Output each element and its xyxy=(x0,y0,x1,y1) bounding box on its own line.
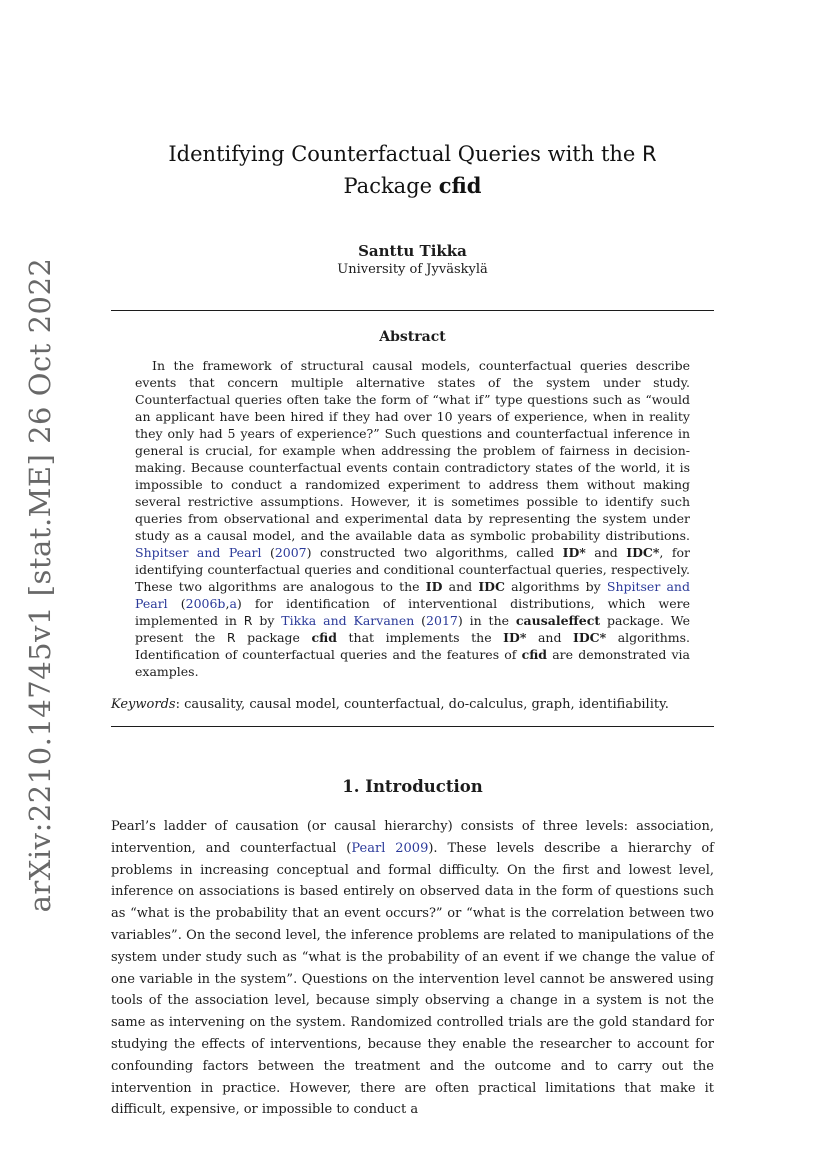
abstract-heading: Abstract xyxy=(379,329,446,345)
text-span: cfid xyxy=(521,647,548,662)
text-span: ). These levels describe a hierarchy of problems in increasing conceptual and formal difficulty. On the first and lowest level, inference on associations is based entirely on observed data in the form of questions such as “what is the probability that an event occurs?” or “what is the correlation between two variables”. On the second level, the inference problems are related to manipulations of the system under study such as “what is the probability of an event if we change the value of one variable in the system”. Questions on the intervention level cannot be answered using tools of the association level, because simply observing a change in a system is not the same as intervening on the system. Randomized controlled trials are the gold standard for studying the effects of interventions, because they enable the researcher to account for confounding factors between the treatment and the outcome and to carry out the intervention in practice. However, there are often practical limitations that make it difficult, expensive, or impossible to conduct a xyxy=(111,840,714,1118)
text-span: ) constructed two algorithms, called xyxy=(306,545,563,560)
text-span: ( xyxy=(167,596,186,611)
citation-link[interactable]: Shpitser and Pearl xyxy=(135,545,262,560)
text-span: : causality, causal model, counterfactual, do-calculus, graph, identifiability. xyxy=(175,697,669,712)
text-span: , for identifying counterfactual queries and conditional counterfactual queries, respectively. These two algorithms are analogous to the xyxy=(135,545,690,594)
section-heading-introduction: 1. Introduction xyxy=(342,777,483,796)
text-span: IDC xyxy=(478,579,505,594)
text-span: that implements the xyxy=(336,630,504,645)
text-span: R xyxy=(642,142,657,166)
text-span: and xyxy=(585,545,627,560)
paper-title-line1 xyxy=(168,142,656,166)
citation-link[interactable]: 2006b xyxy=(185,596,226,611)
text-span: ( xyxy=(261,545,275,560)
citation-link[interactable]: Tikka and Karvanen xyxy=(281,613,415,628)
text-span: and xyxy=(442,579,479,594)
citation-link[interactable]: 2007 xyxy=(274,545,307,560)
text-span: cfid xyxy=(438,173,482,198)
citation-link[interactable]: 2017 xyxy=(426,613,458,628)
text-span: cfid xyxy=(311,630,337,645)
keywords-line xyxy=(111,696,714,713)
abstract-text xyxy=(135,357,690,680)
text-span: ID* xyxy=(503,630,527,645)
abstract-top-rule xyxy=(111,310,714,311)
text-span: ID xyxy=(425,579,443,594)
paper-content xyxy=(111,0,714,1134)
citation-link[interactable]: Shpitser and Pearl xyxy=(135,579,690,611)
author-name: Santtu Tikka xyxy=(358,242,467,260)
text-span: ) for identification of interventional distributions, which were implemented in xyxy=(135,596,690,628)
citation-link[interactable]: a xyxy=(229,596,237,611)
text-span: R xyxy=(226,630,236,645)
text-span: R xyxy=(243,613,253,628)
paper-title xyxy=(111,138,714,202)
text-span: ( xyxy=(414,613,427,628)
text-span: In the framework of structural causal models, counterfactual queries describe events that concern multiple alternative states of the system under study. Counterfactual queries often take the form of “what if” type questions such as “would an applicant have been hired if they had over 10 years of experience, when in reality they only had 5 years of experience?” Such questions and counterfactual inference in general is crucial, for example when addressing the problem of fairness in decision-making. Because counterfactual events contain contradictory states of the world, it is impossible to conduct a randomized experiment to address them without making several restrictive assumptions. However, it is sometimes possible to identify such queries from observational and experimental data by representing the system under study as a causal model, and the available data as symbolic probability distributions. xyxy=(135,358,690,543)
text-span: algorithms. Identification of counterfactual queries and the features of xyxy=(135,630,691,662)
author-affiliation: University of Jyväskylä xyxy=(337,262,488,277)
text-span: Pearl’s ladder of causation (or causal hierarchy) consists of three levels: association, intervention, and counterfactual ( xyxy=(111,819,714,856)
text-span: package. We present the xyxy=(135,613,690,645)
text-span: , xyxy=(225,596,230,611)
text-span: causaleffect xyxy=(515,613,601,628)
abstract-bottom-rule xyxy=(111,726,714,727)
text-span: IDC* xyxy=(626,545,660,560)
introduction-paragraph xyxy=(111,816,714,1121)
text-span: IDC* xyxy=(573,630,607,645)
text-span: package xyxy=(235,630,312,645)
arxiv-watermark: arXiv:2210.14745v1 [stat.ME] 26 Oct 2022 xyxy=(23,257,57,913)
text-span: by xyxy=(252,613,282,628)
text-span: Keywords xyxy=(111,697,176,712)
citation-link[interactable]: Pearl 2009 xyxy=(351,840,429,856)
text-span: and xyxy=(526,630,573,645)
author-block xyxy=(111,242,714,278)
text-span: are demonstrated via examples. xyxy=(135,647,690,679)
text-span: Identifying Counterfactual Queries with the xyxy=(168,142,643,166)
text-span: algorithms by xyxy=(504,579,607,594)
text-span: ) in the xyxy=(457,613,516,628)
paper-title-line2 xyxy=(343,174,481,198)
text-span: ID* xyxy=(562,545,586,560)
text-span: Package xyxy=(343,174,439,198)
